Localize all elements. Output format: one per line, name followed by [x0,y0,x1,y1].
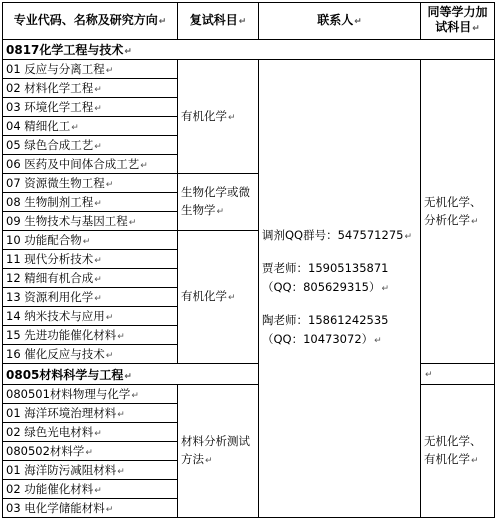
section-0817 [3,40,495,60]
paragraph-mark: ↵ [94,142,102,152]
paragraph-mark: ↵ [216,207,225,217]
paragraph-mark: ↵ [105,66,114,76]
contact-group-text: 调剂QQ群号：547571275 [262,228,404,242]
program-item [3,117,178,136]
program-item-text: 02 绿色光电材料 [6,425,94,439]
program-item-text: 02 功能催化材料 [6,482,94,496]
contact-tao-text: 陶老师：15861242535（QQ：10473072） [262,313,389,346]
program-item-text: 16 催化反应与技术 [6,347,105,361]
program-item [3,136,178,155]
program-item-text: 03 电化学储能材料 [6,501,105,515]
program-item-text: 03 环境化学工程 [6,100,94,114]
program-item [3,231,178,250]
paragraph-mark: ↵ [228,293,236,303]
program-item [3,385,178,404]
paragraph-mark: ↵ [105,505,114,515]
paragraph-mark: ↵ [404,232,412,242]
paragraph-mark: ↵ [94,486,102,496]
program-item [3,250,178,269]
retest-subject-organic [178,60,259,174]
paragraph-mark: ↵ [425,370,433,380]
program-item [3,461,178,480]
program-item [3,174,178,193]
retest-subject-bio-text: 生物化学或微生物学 [181,185,250,217]
paragraph-mark: ↵ [124,47,132,57]
program-item [3,307,178,326]
program-item [3,404,178,423]
program-item [3,212,178,231]
paragraph-mark: ↵ [94,199,102,209]
contact-tao [262,311,417,351]
program-item [3,480,178,499]
retest-subject-bio [178,174,259,231]
contact-group [262,226,417,247]
program-item-text: 05 绿色合成工艺 [6,138,94,152]
paragraph-mark: ↵ [228,112,236,123]
section-0805 [3,364,259,385]
program-item-text: 14 纳米技术与应用 [6,309,105,323]
paragraph-mark: ↵ [124,371,132,382]
program-item [3,345,178,364]
paragraph-mark: ↵ [117,332,125,342]
program-item-text: 01 海洋防污减阻材料 [6,463,117,477]
program-item-text: 08 生物制剂工程 [6,195,94,209]
paragraph-mark: ↵ [105,313,114,323]
section-row [3,364,495,385]
program-item [3,442,178,461]
paragraph-mark: ↵ [117,410,125,420]
extra-subject-b [421,385,495,518]
table-row [3,385,495,404]
program-item-text: 06 医药及中间体合成工艺 [6,157,140,171]
contact-jia-text: 贾老师：15905135871（QQ：805629315） [262,261,389,294]
paragraph-mark: ↵ [85,448,93,458]
header-extra: 同等学力加试科目↵ [421,3,495,40]
retest-subject-materials [178,385,259,518]
retest-subject-organic-2-text: 有机化学 [181,289,227,303]
paragraph-mark: ↵ [105,180,114,190]
paragraph-mark: ↵ [471,456,479,466]
admissions-table [2,2,495,518]
paragraph-mark: ↵ [94,85,102,95]
header-row [3,3,495,40]
program-item [3,155,178,174]
paragraph-mark: ↵ [205,456,213,466]
paragraph-mark: ↵ [94,275,102,285]
program-item-text: 11 现代分析技术 [6,252,94,266]
paragraph-mark: ↵ [131,391,139,401]
retest-subject-materials-text: 材料分析测试方法 [181,434,250,466]
paragraph-mark: ↵ [94,429,102,439]
program-item-text: 02 材料化学工程 [6,81,94,95]
paragraph-mark: ↵ [71,123,79,133]
program-item-text: 10 功能配合物 [6,233,82,247]
program-item-text: 080501材料物理与化学 [6,387,131,401]
contact-jia [262,259,417,299]
retest-subject-organic-2 [178,231,259,364]
paragraph-mark: ↵ [117,467,125,477]
program-item [3,288,178,307]
section-row [3,40,495,60]
program-item-text: 07 资源微生物工程 [6,176,105,190]
extra-subject-empty [421,364,495,385]
program-item [3,269,178,288]
program-item [3,79,178,98]
paragraph-mark: ↵ [105,351,114,361]
program-item-text: 080502材料学 [6,444,85,458]
paragraph-mark: ↵ [381,284,389,294]
extra-subject-b-text: 无机化学、有机化学 [424,434,482,466]
paragraph-mark: ↵ [94,104,102,114]
program-item-text: 01 海洋环境治理材料 [6,406,117,420]
program-item [3,326,178,345]
paragraph-mark: ↵ [374,336,382,346]
section-0817-text: 0817化学工程与技术 [6,43,124,57]
header-contact: 联系人↵ [259,3,421,40]
program-item-text: 09 生物技术与基因工程 [6,214,128,228]
retest-subject-organic-text: 有机化学 [181,108,227,123]
header-major: 专业代码、名称及研究方向↵ [3,3,178,40]
section-0805-text: 0805材料科学与工程 [6,367,124,382]
program-item [3,499,178,518]
program-item [3,423,178,442]
extra-subject-a-text: 无机化学、分析化学 [424,194,482,227]
program-item-text: 13 资源利用化学 [6,290,94,304]
program-item-text: 01 反应与分离工程 [6,62,105,76]
paragraph-mark: ↵ [94,256,102,266]
program-item [3,193,178,212]
extra-subject-a [421,60,495,364]
paragraph-mark: ↵ [140,161,148,171]
table-row [3,60,495,79]
program-item-text: 15 先进功能催化材料 [6,328,117,342]
paragraph-mark: ↵ [94,294,102,304]
paragraph-mark: ↵ [471,216,479,227]
contact-cell [259,60,421,518]
program-item [3,60,178,79]
paragraph-mark: ↵ [82,237,91,247]
program-item-text: 12 精细有机合成 [6,271,94,285]
program-item [3,98,178,117]
header-retest: 复试科目↵ [178,3,259,40]
program-item-text: 04 精细化工 [6,119,71,133]
paragraph-mark: ↵ [128,218,137,228]
